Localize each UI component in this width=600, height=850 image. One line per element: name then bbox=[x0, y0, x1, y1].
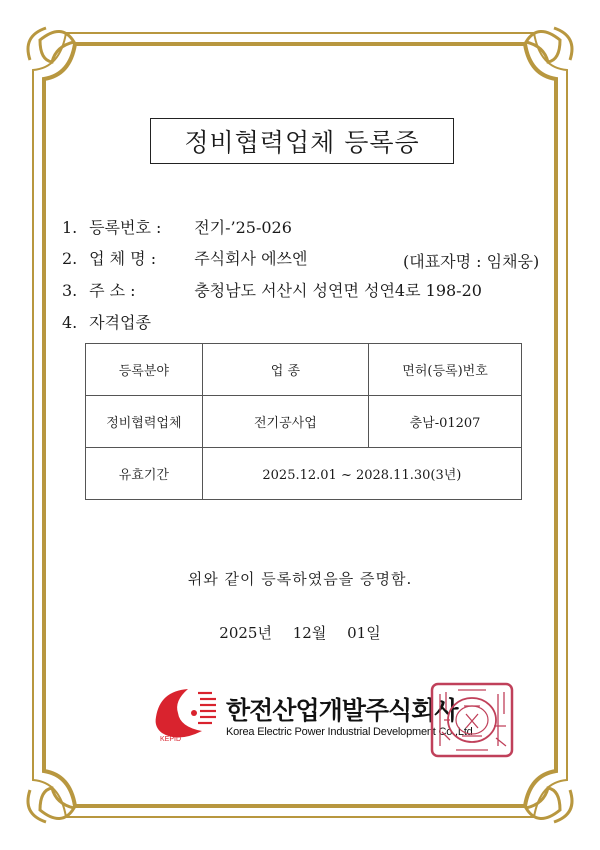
table-cell: 정비협력업체 bbox=[86, 396, 203, 448]
registration-number-value: 전기-’25-026 bbox=[194, 218, 292, 237]
kepid-logo-icon bbox=[150, 683, 220, 743]
registration-number-line bbox=[62, 218, 292, 238]
corner-ornament-bottom-left bbox=[28, 788, 74, 822]
item-number: 1. bbox=[62, 218, 78, 237]
representative-name: (대표자명 : 임채웅) bbox=[403, 252, 540, 271]
certificate-title: 정비협력업체 등록증 bbox=[150, 118, 454, 164]
validity-label: 유효기간 bbox=[86, 448, 203, 500]
issuer-name-english: Korea Electric Power Industrial Development Co.,Ltd bbox=[226, 726, 473, 738]
table-header-row bbox=[86, 344, 522, 396]
table-cell: 전기공사업 bbox=[202, 396, 368, 448]
corner-ornament-top-left bbox=[28, 28, 74, 62]
registration-table bbox=[85, 343, 522, 500]
corner-ornament-bottom-right bbox=[526, 788, 572, 822]
issuer-name-korean: 한전산업개발주식회사 bbox=[226, 696, 458, 725]
item-number: 3. bbox=[62, 281, 78, 300]
issue-year: 2025년 bbox=[219, 624, 272, 642]
registration-number-label: 등록번호 : bbox=[89, 218, 162, 237]
issue-month: 12월 bbox=[292, 624, 327, 642]
address-value: 충청남도 서산시 성연면 성연4로 198-20 bbox=[194, 281, 482, 300]
qualification-label: 자격업종 bbox=[89, 313, 151, 332]
item-number: 4. bbox=[62, 313, 78, 332]
table-row bbox=[86, 448, 522, 500]
table-row bbox=[86, 396, 522, 448]
validity-value: 2025.12.01 ~ 2028.11.30(3년) bbox=[202, 448, 521, 500]
logo-text: KEPID bbox=[160, 736, 182, 743]
table-header-cell: 등록분야 bbox=[86, 344, 203, 396]
corner-ornament-top-right bbox=[526, 28, 572, 62]
issue-day: 01일 bbox=[347, 624, 381, 642]
company-name-label: 업 체 명 : bbox=[89, 249, 157, 268]
table-cell: 충남-01207 bbox=[369, 396, 522, 448]
address-label: 주 소 : bbox=[89, 281, 136, 300]
certification-statement: 위와 같이 등록하였음을 증명함. bbox=[187, 570, 413, 588]
company-name-line bbox=[62, 249, 307, 269]
item-number: 2. bbox=[62, 249, 78, 268]
table-header-cell: 업 종 bbox=[202, 344, 368, 396]
company-name-value: 주식회사 에쓰엔 bbox=[194, 249, 308, 268]
address-line bbox=[62, 281, 482, 301]
official-seal-stamp bbox=[428, 680, 516, 760]
table-header-cell: 면허(등록)번호 bbox=[369, 344, 522, 396]
qualification-line bbox=[62, 313, 151, 333]
issue-date bbox=[0, 622, 600, 643]
